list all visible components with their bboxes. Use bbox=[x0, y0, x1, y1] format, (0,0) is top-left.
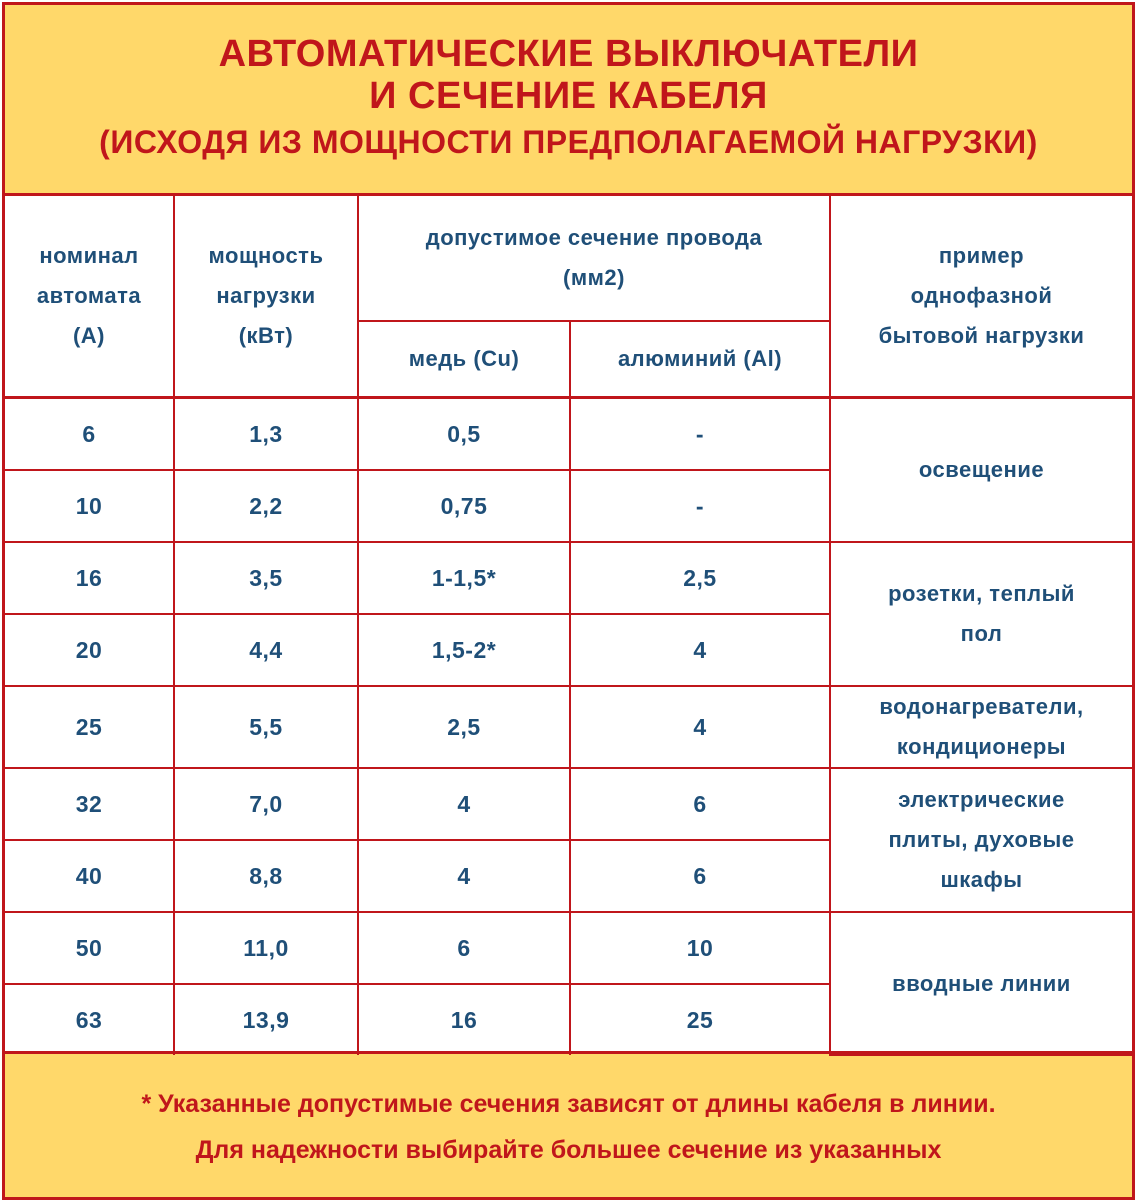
footnote-line-2: Для надежности выбирайте большее сечение из указанных bbox=[195, 1136, 942, 1164]
cell-copper: 0,5 bbox=[358, 398, 570, 471]
cell-aluminum: 6 bbox=[570, 768, 830, 840]
cell-rating: 6 bbox=[5, 398, 174, 471]
example-input-line-1: вводные линии bbox=[892, 970, 1071, 996]
example-input bbox=[830, 912, 1132, 1055]
cell-copper: 2,5 bbox=[358, 686, 570, 768]
cell-power: 4,4 bbox=[174, 614, 358, 686]
header-example-line-2: однофазной bbox=[910, 283, 1053, 308]
cell-power: 13,9 bbox=[174, 984, 358, 1055]
header-rating-line-3: (А) bbox=[72, 323, 106, 348]
header-section-line-2: (мм2) bbox=[563, 265, 625, 290]
example-heaters-line-1: водонагреватели, bbox=[879, 694, 1084, 719]
header-section-line-1: допустимое сечение провода bbox=[425, 225, 763, 250]
cell-aluminum: 10 bbox=[570, 912, 830, 984]
header-example-line-1: пример bbox=[938, 243, 1025, 268]
header-example-line-3: бытовой нагрузки bbox=[878, 323, 1085, 348]
example-lighting bbox=[830, 398, 1132, 543]
cable-table bbox=[5, 196, 1132, 1056]
header-rating-line-1: номинал bbox=[39, 243, 139, 268]
cell-aluminum: - bbox=[570, 470, 830, 542]
subtitle: (ИСХОДЯ ИЗ МОЩНОСТИ ПРЕДПОЛАГАЕМОЙ НАГРУЗКИ) bbox=[99, 124, 1038, 160]
header-rating bbox=[5, 196, 174, 398]
cell-power: 5,5 bbox=[174, 686, 358, 768]
table-row bbox=[5, 398, 1132, 471]
cell-rating: 16 bbox=[5, 542, 174, 614]
cell-power: 1,3 bbox=[174, 398, 358, 471]
cell-copper: 1,5-2* bbox=[358, 614, 570, 686]
cell-copper: 1-1,5* bbox=[358, 542, 570, 614]
example-sockets-line-2: пол bbox=[960, 621, 1003, 646]
cell-power: 3,5 bbox=[174, 542, 358, 614]
cell-aluminum: 4 bbox=[570, 614, 830, 686]
example-stoves-line-2: плиты, духовые bbox=[888, 827, 1075, 852]
table-row bbox=[5, 542, 1132, 614]
cell-copper: 0,75 bbox=[358, 470, 570, 542]
cell-copper: 4 bbox=[358, 768, 570, 840]
cell-rating: 10 bbox=[5, 470, 174, 542]
cell-rating: 25 bbox=[5, 686, 174, 768]
cell-aluminum: - bbox=[570, 398, 830, 471]
cell-rating: 32 bbox=[5, 768, 174, 840]
cell-aluminum: 6 bbox=[570, 840, 830, 912]
footnote bbox=[5, 1051, 1132, 1200]
cell-copper: 4 bbox=[358, 840, 570, 912]
cable-table-wrap bbox=[5, 196, 1132, 1051]
title-block bbox=[5, 5, 1132, 196]
example-heaters-line-2: кондиционеры bbox=[896, 734, 1067, 759]
table-row bbox=[5, 912, 1132, 984]
cell-copper: 6 bbox=[358, 912, 570, 984]
table-row bbox=[5, 686, 1132, 768]
poster-frame bbox=[2, 2, 1135, 1200]
header-power bbox=[174, 196, 358, 398]
cell-power: 11,0 bbox=[174, 912, 358, 984]
example-heaters bbox=[830, 686, 1132, 768]
header-aluminum: алюминий (Al) bbox=[570, 321, 830, 398]
example-stoves-line-3: шкафы bbox=[940, 867, 1023, 892]
example-stoves bbox=[830, 768, 1132, 912]
cell-copper: 16 bbox=[358, 984, 570, 1055]
example-sockets bbox=[830, 542, 1132, 686]
cell-rating: 40 bbox=[5, 840, 174, 912]
cell-rating: 63 bbox=[5, 984, 174, 1055]
header-power-line-3: (кВт) bbox=[238, 323, 294, 348]
header-rating-line-2: автомата bbox=[36, 283, 142, 308]
title-line-2: И СЕЧЕНИЕ КАБЕЛЯ bbox=[369, 75, 768, 117]
example-sockets-line-1: розетки, теплый bbox=[888, 581, 1075, 606]
header-copper: медь (Cu) bbox=[358, 321, 570, 398]
title-line-1: АВТОМАТИЧЕСКИЕ ВЫКЛЮЧАТЕЛИ bbox=[218, 33, 919, 75]
cell-aluminum: 4 bbox=[570, 686, 830, 768]
example-lighting-line-1: освещение bbox=[918, 457, 1045, 482]
cell-aluminum: 25 bbox=[570, 984, 830, 1055]
cell-aluminum: 2,5 bbox=[570, 542, 830, 614]
example-stoves-line-1: электрические bbox=[898, 787, 1065, 812]
cell-rating: 20 bbox=[5, 614, 174, 686]
cell-power: 8,8 bbox=[174, 840, 358, 912]
cell-power: 7,0 bbox=[174, 768, 358, 840]
footnote-line-1: * Указанные допустимые сечения зависят от длины кабеля в линии. bbox=[141, 1090, 996, 1118]
cell-rating: 50 bbox=[5, 912, 174, 984]
cell-power: 2,2 bbox=[174, 470, 358, 542]
table-row bbox=[5, 768, 1132, 840]
header-power-line-2: нагрузки bbox=[216, 283, 316, 308]
header-example bbox=[830, 196, 1132, 398]
header-power-line-1: мощность bbox=[208, 243, 324, 268]
header-section bbox=[358, 196, 830, 321]
